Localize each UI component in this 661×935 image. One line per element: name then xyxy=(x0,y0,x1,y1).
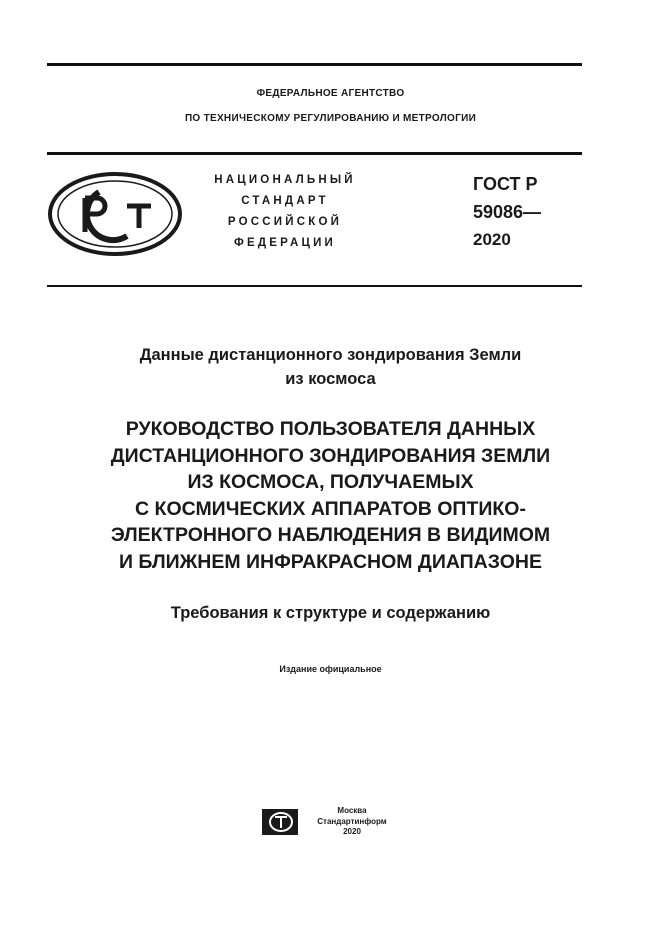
standard-line: СТАНДАРТ xyxy=(241,195,329,207)
edition-label: Издание официальное xyxy=(279,664,382,674)
title-line: С КОСМИЧЕСКИХ АППАРАТОВ ОПТИКО- xyxy=(135,497,526,520)
rst-logo-icon xyxy=(47,172,183,256)
title-line: И БЛИЖНЕМ ИНФРАКРАСНОМ ДИАПАЗОНЕ xyxy=(119,550,542,573)
header-rule xyxy=(47,152,582,155)
title-line: РУКОВОДСТВО ПОЛЬЗОВАТЕЛЯ ДАННЫХ xyxy=(125,418,536,440)
gost-line-1: ГОСТ Р xyxy=(473,174,538,194)
subtitle-line-2: из космоса xyxy=(285,370,376,388)
gost-year: 2020 xyxy=(473,230,511,249)
standartinform-logo-icon xyxy=(261,808,299,836)
document-title xyxy=(0,416,661,575)
publisher-name: Стандартинформ xyxy=(317,816,387,826)
gost-designation xyxy=(473,170,541,254)
gost-line-2: 59086— xyxy=(473,202,542,222)
title-line: ИЗ КОСМОСА, ПОЛУЧАЕМЫХ xyxy=(187,471,474,493)
national-standard-label xyxy=(200,170,370,254)
publisher-block xyxy=(304,806,400,838)
publisher-city: Москва xyxy=(337,806,367,815)
standard-rule xyxy=(47,285,582,287)
requirements-line: Требования к структуре и содержанию xyxy=(170,604,491,622)
standard-line: НАЦИОНАЛЬНЫЙ xyxy=(214,174,356,186)
agency-line-1: ФЕДЕРАЛЬНОЕ АГЕНТСТВО xyxy=(256,88,405,99)
title-line: ЭЛЕКТРОННОГО НАБЛЮДЕНИЯ В ВИДИМОМ xyxy=(110,524,551,546)
standard-line: ФЕДЕРАЦИИ xyxy=(233,237,337,249)
subtitle-line-1: Данные дистанционного зондирования Земли xyxy=(139,346,522,364)
document-subtitle xyxy=(0,343,661,391)
standard-line: РОССИЙСКОЙ xyxy=(227,216,343,228)
title-line: ДИСТАНЦИОННОГО ЗОНДИРОВАНИЯ ЗЕМЛИ xyxy=(110,444,551,467)
agency-line-2: ПО ТЕХНИЧЕСКОМУ РЕГУЛИРОВАНИЮ И МЕТРОЛОГИИ xyxy=(184,113,477,124)
publisher-year: 2020 xyxy=(343,827,361,836)
top-rule xyxy=(47,63,582,66)
